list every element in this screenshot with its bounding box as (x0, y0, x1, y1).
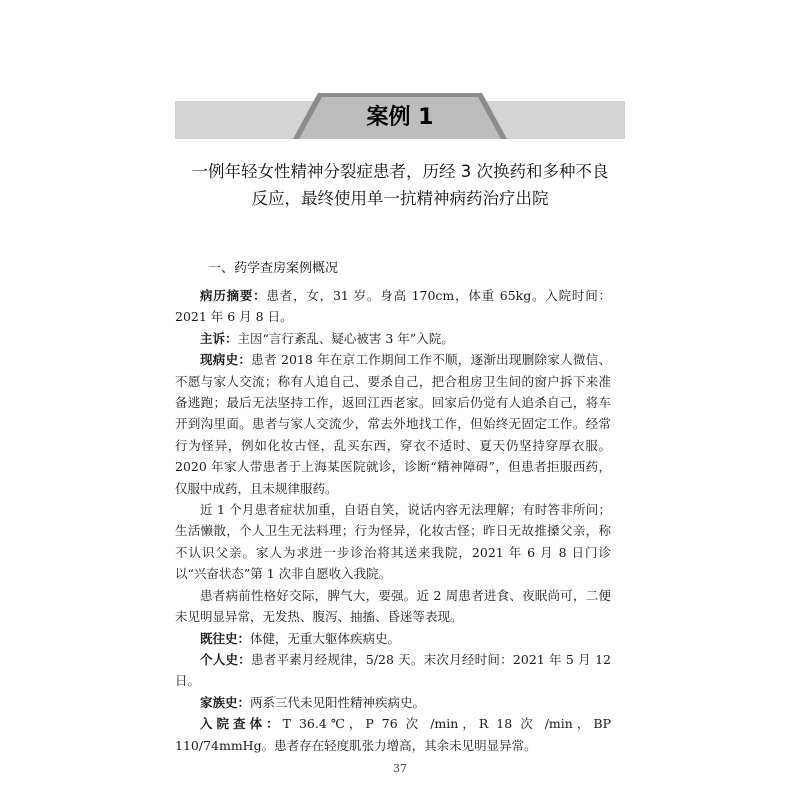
family-text: 两系三代未见阳性精神疾病史。 (250, 694, 426, 710)
personal-label: 个人史： (200, 651, 252, 667)
summary-label: 病历摘要： (200, 288, 267, 303)
personal-text: 患者平素月经规律，5/28 天。末次月经时间：2021 年 5 月 12 日。 (175, 651, 611, 689)
past-text: 体健，无重大躯体疾病史。 (250, 630, 401, 646)
history-paragraph (175, 349, 611, 499)
case-title-line-2: 反应，最终使用单一抗精神病药治疗出院 (251, 189, 549, 208)
history-text: 患者 2018 年在京工作期间工作不顺，逐渐出现删除家人微信、不愿与家人交流；称有人追自己、要杀自己，把合租房卫生间的窗户拆下来准备逃跑；最后无法坚持工作，返回江西老家。回家后仍觉有人追杀自己，将车开到沟里面。患者与家人交流少，常去外地找工作，但始终无固定工作。经常行为怪异，例如化妆古怪，乱买东西，穿衣不适时、夏天仍坚持穿厚衣服。2020 年家人带患者于上海某医院就诊，诊断“精神障碍”，但患者拒服西药，仅服中成药，且未规律服药。 (175, 352, 611, 496)
case-title (170, 158, 630, 212)
case-title-line-1: 一例年轻女性精神分裂症患者，历经 3 次换药和多种不良 (191, 162, 609, 181)
complaint-label: 主诉： (200, 330, 238, 346)
exam-label: 入院查体： (200, 716, 283, 732)
banner-title: 案例 1 (366, 104, 434, 130)
past-paragraph (175, 628, 611, 649)
personal-paragraph (175, 649, 611, 692)
complaint-paragraph (175, 328, 611, 349)
past-label: 既往史： (200, 630, 251, 646)
family-paragraph (175, 692, 611, 713)
family-label: 家族史： (200, 694, 251, 710)
section-heading: 一、药学查房案例概况 (208, 261, 339, 276)
case-banner (175, 91, 625, 139)
page-number: 37 (393, 762, 407, 775)
summary-text: 患者，女，31 岁。身高 170cm，体重 65kg。入院时间：2021 年 6 月 8 日。 (175, 288, 611, 325)
complaint-text: 主因“言行紊乱、疑心被害 3 年”入院。 (237, 330, 454, 346)
exam-text: T 36.4℃，P 76 次 /min，R 18 次 /min，BP 110/74mmHg。患者存在轻度肌张力增高，其余未见明显异常。 (175, 716, 611, 753)
summary-paragraph (175, 285, 611, 328)
exam-paragraph (175, 713, 611, 756)
history-label: 现病史： (200, 352, 252, 368)
history-paragraph-2: 近 1 个月患者症状加重，自语自笑，说话内容无法理解；有时答非所问；生活懒散，个人卫生无法料理；行为怪异，化妆古怪；昨日无故推搡父亲，称不认识父亲。家人为求进一步诊治将其送来我院，2021 年 6 月 8 日门诊以“兴奋状态”第 1 次非自愿收入我院。 (175, 502, 611, 582)
history-paragraph-3: 患者病前性格好交际，脾气大，要强。近 2 周患者进食、夜眠尚可，二便未见明显异常，无发热、腹泻、抽搐、昏迷等表现。 (175, 587, 611, 625)
case-record (175, 285, 611, 756)
